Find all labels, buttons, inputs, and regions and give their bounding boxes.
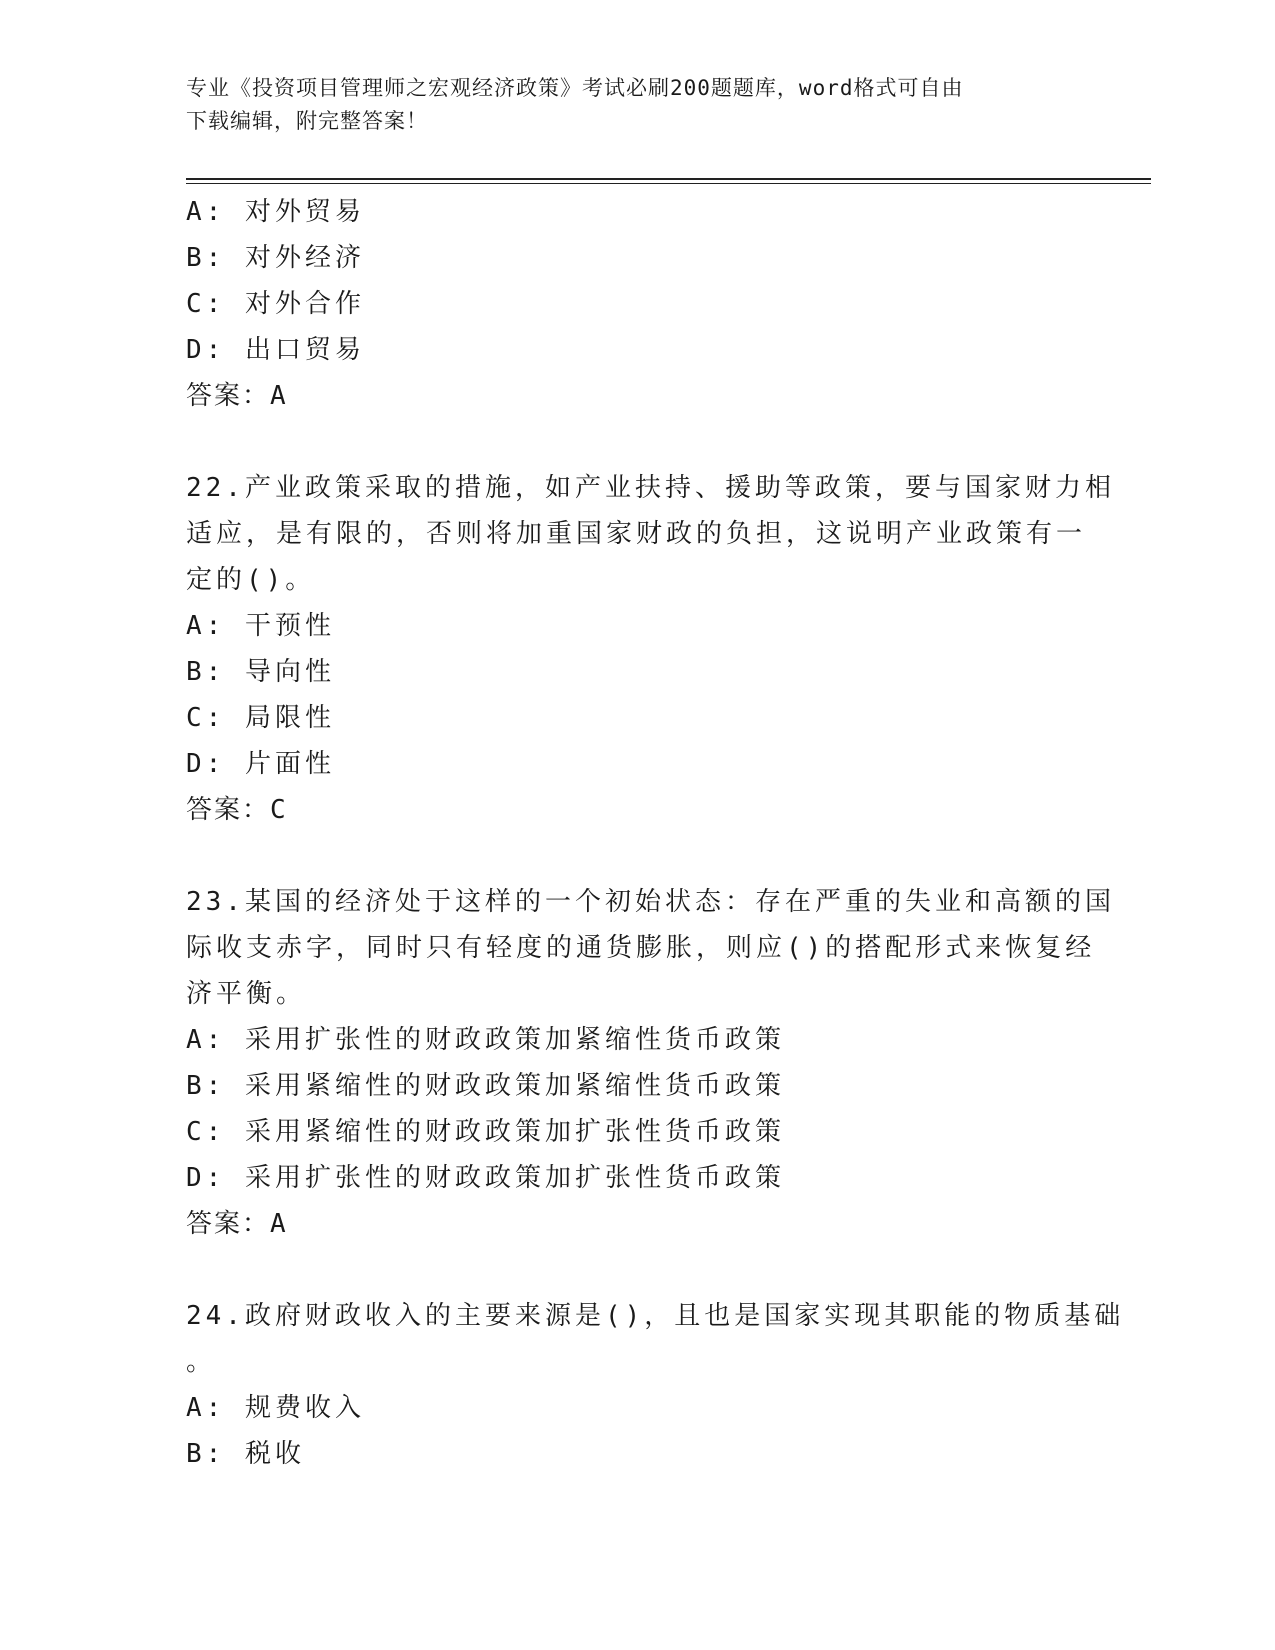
- option-b: B: 导向性: [186, 657, 335, 687]
- question-stem-line: 定的()。: [186, 565, 316, 595]
- header-line-2: 下载编辑，附完整答案！: [186, 109, 428, 133]
- answer: 答案：A: [186, 381, 288, 411]
- answer: 答案：A: [186, 1209, 288, 1239]
- option-b: B: 采用紧缩性的财政政策加紧缩性货币政策: [186, 1071, 785, 1101]
- option-b: B: 对外经济: [186, 243, 365, 273]
- header-divider-thin: [186, 183, 1151, 184]
- question-list: [186, 189, 1125, 1477]
- option-c: C: 采用紧缩性的财政政策加扩张性货币政策: [186, 1117, 785, 1147]
- option-b: B: 税收: [186, 1439, 305, 1469]
- option-d: D: 片面性: [186, 749, 335, 779]
- question-stem-line: 际收支赤字，同时只有轻度的通货膨胀，则应()的搭配形式来恢复经: [186, 933, 1096, 963]
- header-divider-thick: [186, 178, 1151, 180]
- option-a: A: 干预性: [186, 611, 335, 641]
- option-a: A: 对外贸易: [186, 197, 365, 227]
- document-header: [186, 72, 1066, 138]
- question-stem-line: 24.政府财政收入的主要来源是()，且也是国家实现其职能的物质基础: [186, 1301, 1125, 1331]
- question-stem-line: 22.产业政策采取的措施，如产业扶持、援助等政策，要与国家财力相: [186, 473, 1115, 503]
- header-line-1: 专业《投资项目管理师之宏观经济政策》考试必刷200题题库，word格式可自由: [186, 76, 964, 100]
- option-a: A: 采用扩张性的财政政策加紧缩性货币政策: [186, 1025, 785, 1055]
- question-stem-line: 23.某国的经济处于这样的一个初始状态：存在严重的失业和高额的国: [186, 887, 1115, 917]
- question-23: [186, 879, 1115, 1247]
- spacer: [186, 1247, 1081, 1293]
- option-d: D: 采用扩张性的财政政策加扩张性货币政策: [186, 1163, 785, 1193]
- question-stem-line: 。: [186, 1347, 217, 1377]
- option-c: C: 局限性: [186, 703, 335, 733]
- question-stem-line: 济平衡。: [186, 979, 307, 1009]
- spacer: [186, 833, 1081, 879]
- option-d: D: 出口贸易: [186, 335, 365, 365]
- question-21: [186, 189, 1081, 419]
- option-a: A: 规费收入: [186, 1393, 365, 1423]
- question-stem-line: 适应，是有限的，否则将加重国家财政的负担，这说明产业政策有一: [186, 519, 1087, 549]
- question-24: [186, 1293, 1125, 1477]
- spacer: [186, 419, 1081, 465]
- option-c: C: 对外合作: [186, 289, 365, 319]
- answer: 答案：C: [186, 795, 288, 825]
- question-22: [186, 465, 1115, 833]
